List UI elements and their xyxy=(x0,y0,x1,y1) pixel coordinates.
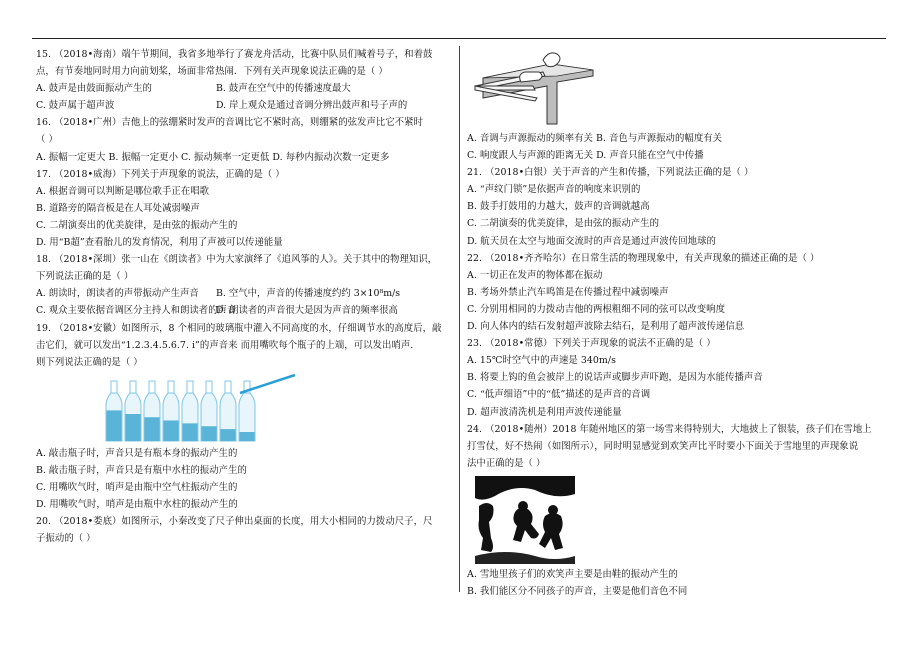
text-line: 17. （2018•威海）下列关于声现象的说法，正确的是（ ） xyxy=(36,168,285,180)
text-line: A. 根据音调可以判断是哪位歌手正在唱歌 xyxy=(36,185,210,197)
text-line: 打雪仗，好不热闹（如图所示），同时明显感觉到欢笑声比平时要小下面关于雪地里的声现象说 xyxy=(467,440,859,452)
option-row xyxy=(36,302,454,319)
text-line: B. 我们能区分不同孩子的声音，主要是他们音色不同 xyxy=(467,585,688,597)
option: D. 岸上观众是通过音调分辨出鼓声和号子声的 xyxy=(216,100,408,112)
option-row xyxy=(36,80,454,97)
bottle xyxy=(106,381,122,441)
text-line: 16. （2018•广州）吉他上的弦绷紧时发声的音调比它不紧时高，则绷紧的弦发声比它不紧时 xyxy=(36,117,424,129)
option: C. 观众主要依据音调区分主持人和朗读者的声音 xyxy=(36,305,237,317)
right-column xyxy=(467,46,887,600)
text-line: A. “声纹门锁”是依据声音的响度来识别的 xyxy=(467,184,641,196)
text-line: A. 振幅一定更大 B. 振幅一定更小 C. 振动频率一定更低 D. 每秒内振动次数一定更多 xyxy=(36,151,390,163)
bottles-figure xyxy=(100,373,300,443)
text-line: 23. （2018•常德）下列关于声现象的说法不正确的是（ ） xyxy=(467,338,716,350)
option-row xyxy=(36,285,454,302)
text-line: 18. （2018•深圳）张一山在《朗读者》中为大家演绎了《追风筝的人》。关于其中的物理知识， xyxy=(36,254,438,266)
text-line: C. 二胡演奏出的优美旋律，是由弦的振动产生的 xyxy=(36,219,238,231)
text-line: 19. （2018•安徽）如图所示，8 个相同的玻璃瓶中灌入不同高度的水，仔细调节水的高度后，敲 xyxy=(36,322,442,334)
option-row xyxy=(36,97,454,114)
column-divider xyxy=(459,46,460,592)
text-line: 则下列说法正确的是（ ） xyxy=(36,356,143,368)
text-line: D. 向人体内的结石发射超声波除去结石，是利用了超声波传递信息 xyxy=(467,321,745,333)
text-line: B. 鼓手打鼓用的力越大，鼓声的音调就越高 xyxy=(467,201,650,213)
option: A. 鼓声是由鼓面振动产生的 xyxy=(36,83,152,95)
text-line: 15. （2018•海南）端午节期间，我省多地举行了赛龙舟活动，比赛中队员们喊着号子，和着鼓 xyxy=(36,49,433,60)
bottle xyxy=(182,381,198,441)
header-rule xyxy=(32,38,886,39)
text-line: B. 敲击瓶子时，声音只是有瓶中水柱的振动产生的 xyxy=(36,464,247,476)
ruler-figure xyxy=(473,46,603,126)
mallet-stick xyxy=(240,375,295,393)
text-line: 21. （2018•白银）关于声音的产生和传播，下列说法正确的是（ ） xyxy=(467,167,754,179)
snow-scene-figure xyxy=(475,476,575,564)
option: A. 朗读时，朗读者的声带振动产生声音 xyxy=(36,288,199,300)
text-line: A. 音调与声源振动的频率有关 B. 音色与声源振动的幅度有关 xyxy=(467,133,723,144)
text-line: D. 用“B超”查看胎儿的发育情况，利用了声被可以传递能量 xyxy=(36,237,283,249)
option: B. 空气中，声音的传播速度约约 3×10⁸m/s xyxy=(216,288,401,300)
text-line: 点，有节奏地同时用力向前划桨，场面非常热闹．下列有关声现象说法正确的是（ ） xyxy=(36,66,388,78)
bottle xyxy=(144,381,160,441)
text-line: A. 雪地里孩子们的欢笑声主要是由鞋的振动产生的 xyxy=(467,568,678,580)
left-column xyxy=(36,46,454,547)
option: B. 鼓声在空气中的传播速度最大 xyxy=(216,83,351,95)
text-line: 20. （2018•娄底）如图所示，小秦改变了尺子伸出桌面的长度，用大小相同的力拨动尺子，尺 xyxy=(36,516,433,528)
bottle xyxy=(125,381,141,441)
text-line: B. 将要上钩的鱼会被岸上的说话声或脚步声吓跑，是因为水能传播声音 xyxy=(467,372,763,384)
text-line: C. 用嘴吹气时，哨声是由瓶中空气柱振动产生的 xyxy=(36,481,238,493)
text-line: B. 考场外禁止汽车鸣笛是在传播过程中减弱噪声 xyxy=(467,286,669,298)
text-line: C. 响度跟人与声源的距离无关 D. 声音只能在空气中传播 xyxy=(467,150,704,162)
text-line: D. 航天员在太空与地面交流时的声音是通过声波传回地球的 xyxy=(467,235,716,247)
text-line: A. 15℃时空气中的声速是 340m/s xyxy=(467,355,616,367)
text-line: 下列说法正确的是（ ） xyxy=(36,271,134,283)
bottle xyxy=(201,381,217,441)
text-line: 击它们，就可以发出“1.2.3.4.5.6.7. i”的声音来 而用嘴吹每个瓶子的上端，可以发出哨声. xyxy=(36,339,414,351)
text-line: 22. （2018•齐齐哈尔）在日常生活的物理现象中，有关声现象的描述正确的是（ ） xyxy=(467,252,820,264)
option: D. 朗读者的声音很大是因为声音的频率很高 xyxy=(216,305,398,317)
text-line: A. 一切正在发声的物体都在振动 xyxy=(467,269,603,281)
text-line: D. 超声波清洗机是利用声波传递能量 xyxy=(467,406,622,418)
text-line: D. 用嘴吹气时，哨声是由瓶中水柱的振动产生的 xyxy=(36,499,238,511)
bottle xyxy=(220,381,236,441)
text-line: C. “低声细语”中的“低”描述的是声音的音调 xyxy=(467,389,651,401)
bottle xyxy=(163,381,179,441)
option: C. 鼓声属于超声波 xyxy=(36,100,115,112)
text-line: B. 道路旁的隔音板是在人耳处减弱噪声 xyxy=(36,202,200,214)
text-line: 子振动的（ ） xyxy=(36,533,96,545)
text-line: A. 敲击瓶子时，声音只是有瓶本身的振动产生的 xyxy=(36,447,238,459)
text-line: C. 分别用相同的力拨动吉他的两根粗细不同的弦可以改变响度 xyxy=(467,303,726,315)
text-line: （ ） xyxy=(36,134,58,146)
text-line: C. 二胡演奏的优美旋律，是由弦的振动产生的 xyxy=(467,218,660,230)
text-line: 24. （2018•随州）2018 年随州地区的第一场雪来得特别大，大地披上了银装，孩子们在雪地上 xyxy=(467,423,872,435)
text-line: 法中正确的是（ ） xyxy=(467,457,546,469)
